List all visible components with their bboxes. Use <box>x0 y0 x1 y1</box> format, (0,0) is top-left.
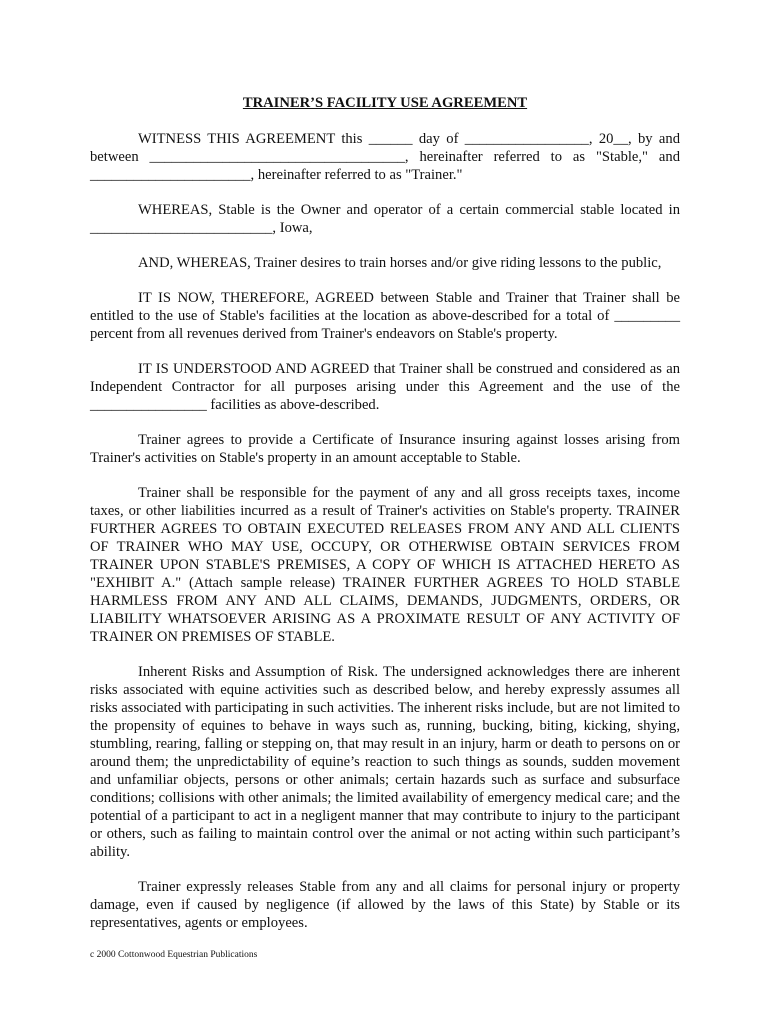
paragraph-taxes-releases: Trainer shall be responsible for the payment of any and all gross receipts taxes, income taxes, or other liabilities incurred as a result of Trainer's activities on Stable's property. TRAINER FURTHER AGREES TO OBTAIN EXECUTED RELEASES FROM ANY AND ALL CLIENTS OF TRAINER WHO MAY USE, OCCUPY, OR OTHERWISE OBTAIN SERVICES FROM TRAINER UPON STABLE'S PREMISES, A COPY OF WHICH IS ATTACHED HERETO AS "EXHIBIT A." (Attach sample release) TRAINER FURTHER AGREES TO HOLD STABLE HARMLESS FROM ANY AND ALL CLAIMS, DEMANDS, JUDGMENTS, ORDERS, OR LIABILITY WHATSOEVER ARISING AS A PROXIMATE RESULT OF ANY ACTIVITY OF TRAINER ON PREMISES OF STABLE. <box>90 485 680 645</box>
copyright-footer: c 2000 Cottonwood Equestrian Publications <box>90 950 258 960</box>
document-page <box>90 94 680 949</box>
paragraph-independent-contractor: IT IS UNDERSTOOD AND AGREED that Trainer shall be construed and considered as an Independent Contractor for all purposes arising under this Agreement and the use of the ________________ facilities as above-described. <box>90 361 680 413</box>
paragraph-release-claims: Trainer expressly releases Stable from any and all claims for personal injury or property damage, even if caused by negligence (if allowed by the laws of this State) by Stable or its representatives, agents or employees. <box>90 879 680 931</box>
paragraph-whereas-trainer: AND, WHEREAS, Trainer desires to train horses and/or give riding lessons to the public, <box>138 255 662 271</box>
paragraph-whereas-stable: WHEREAS, Stable is the Owner and operator of a certain commercial stable located in _________________________, Iowa, <box>90 202 680 236</box>
paragraph-insurance: Trainer agrees to provide a Certificate of Insurance insuring against losses arising from Trainer's activities on Stable's property in an amount acceptable to Stable. <box>90 432 680 466</box>
paragraph-agreed-percent: IT IS NOW, THEREFORE, AGREED between Stable and Trainer that Trainer shall be entitled to the use of Stable's facilities at the location as above-described for a total of _________ percent from all revenues derived from Trainer's endeavors on Stable's property. <box>90 290 680 342</box>
document-title: TRAINER’S FACILITY USE AGREEMENT <box>242 95 528 111</box>
paragraph-inherent-risks: Inherent Risks and Assumption of Risk. The undersigned acknowledges there are inherent risks associated with equine activities such as described below, and hereby expressly assumes all risks associated with participating in such activities. The inherent risks include, but are not limited to the propensity of equines to behave in ways such as, running, bucking, biting, kicking, shying, stumbling, rearing, falling or stepping on, that may result in an injury, harm or death to persons on or around them; the unpredictability of equine’s reaction to such things as sounds, sudden movement and unfamiliar objects, persons or other animals; certain hazards such as surface and subsurface conditions; collisions with other animals; the limited availability of emergency medical care; and the potential of a participant to act in a negligent manner that may contribute to injury to the participant or others, such as failing to maintain control over the animal or not acting within such participant’s ability. <box>90 664 680 860</box>
paragraph-witness: WITNESS THIS AGREEMENT this ______ day of _________________, 20__, by and between ___________________________________, hereinafter referred to as "Stable," and ______________________, hereinafter referred to as "Trainer." <box>90 131 680 183</box>
